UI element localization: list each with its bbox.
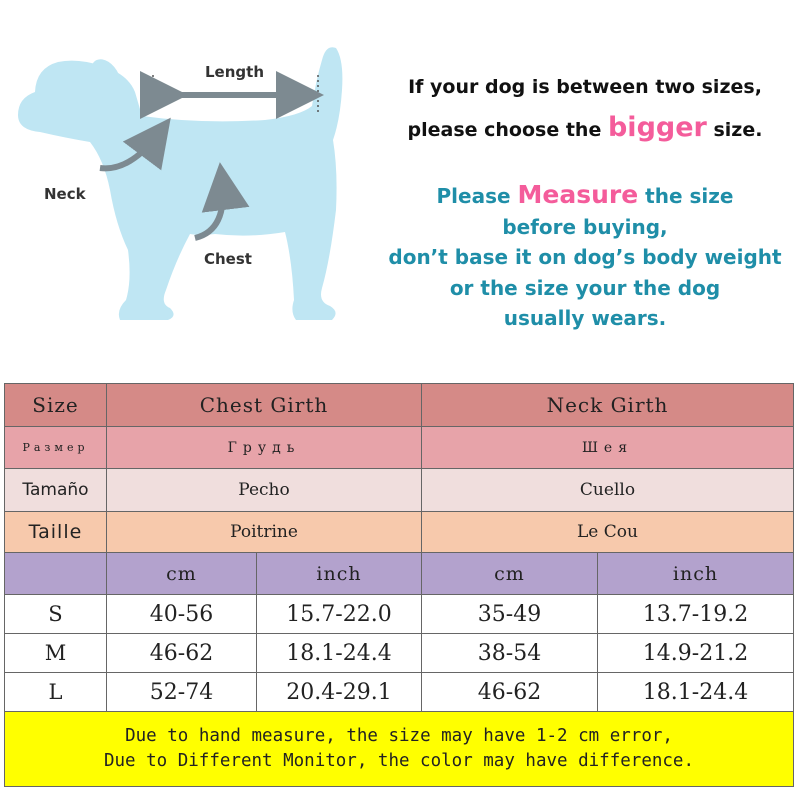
chest-header-spanish: Pecho — [107, 469, 422, 512]
neck-header-spanish: Cuello — [422, 469, 794, 512]
neck-inch-cell: 18.1-24.4 — [598, 673, 794, 712]
unit-chest-cm: cm — [107, 553, 257, 595]
size-guide-header — [0, 0, 800, 380]
neck-cm-cell: 38-54 — [422, 634, 598, 673]
chest-girth-header: Chest Girth — [107, 384, 422, 427]
neck-header-french: Le Cou — [422, 512, 794, 553]
table-row — [5, 595, 794, 634]
chest-cm-cell: 52-74 — [107, 673, 257, 712]
header-row-spanish — [5, 469, 794, 512]
chest-cm-cell: 40-56 — [107, 595, 257, 634]
notice-line-2-suffix: size. — [713, 119, 763, 141]
units-blank-cell — [5, 553, 107, 595]
neck-cm-cell: 46-62 — [422, 673, 598, 712]
disclaimer-line-2: Due to Different Monitor, the color may have difference. — [103, 751, 694, 771]
chest-inch-cell: 18.1-24.4 — [257, 634, 422, 673]
table-row — [5, 634, 794, 673]
notice-line-2-prefix: please choose the — [407, 119, 602, 141]
disclaimer-row — [5, 712, 794, 787]
neck-label: Neck — [44, 185, 86, 203]
chest-header-french: Poitrine — [107, 512, 422, 553]
measure-line-1 — [370, 180, 800, 212]
neck-header-russian: Шея — [422, 427, 794, 469]
measure-prefix: Please — [436, 184, 511, 208]
header-row-french — [5, 512, 794, 553]
neck-cm-cell: 35-49 — [422, 595, 598, 634]
notice-line-2 — [370, 112, 800, 143]
unit-neck-cm: cm — [422, 553, 598, 595]
chest-inch-cell: 20.4-29.1 — [257, 673, 422, 712]
size-header-russian: Размер — [5, 427, 107, 469]
measure-line-3: don’t base it on dog’s body weight — [388, 245, 782, 269]
table-row — [5, 673, 794, 712]
size-cell: S — [5, 595, 107, 634]
size-header-french: Taille — [5, 512, 107, 553]
units-row — [5, 553, 794, 595]
measure-line-4: or the size your the dog — [449, 275, 721, 300]
unit-neck-inch: inch — [598, 553, 794, 595]
notice-line-1: If your dog is between two sizes, — [408, 76, 762, 98]
measure-notice — [370, 180, 800, 334]
length-label: Length — [205, 63, 264, 81]
header-row-english — [5, 384, 794, 427]
chest-label: Chest — [204, 250, 252, 268]
size-cell: M — [5, 634, 107, 673]
size-chart-table — [4, 383, 794, 787]
measure-suffix: the size — [645, 184, 734, 208]
neck-inch-cell: 13.7-19.2 — [598, 595, 794, 634]
chest-inch-cell: 15.7-22.0 — [257, 595, 422, 634]
disclaimer-cell — [5, 712, 794, 787]
dog-silhouette — [18, 47, 342, 320]
size-cell: L — [5, 673, 107, 712]
unit-chest-inch: inch — [257, 553, 422, 595]
measure-highlight: Measure — [517, 180, 639, 209]
chest-cm-cell: 46-62 — [107, 634, 257, 673]
size-header-spanish: Tamaño — [5, 469, 107, 512]
size-header: Size — [5, 384, 107, 427]
measure-line-5: usually wears. — [503, 306, 667, 330]
neck-inch-cell: 14.9-21.2 — [598, 634, 794, 673]
bigger-highlight: bigger — [607, 112, 707, 143]
disclaimer-line-1: Due to hand measure, the size may have 1-2 cm error, — [125, 726, 673, 746]
chest-header-russian: Грудь — [107, 427, 422, 469]
measure-line-2: before buying, — [502, 214, 668, 239]
header-row-russian — [5, 427, 794, 469]
neck-girth-header: Neck Girth — [422, 384, 794, 427]
